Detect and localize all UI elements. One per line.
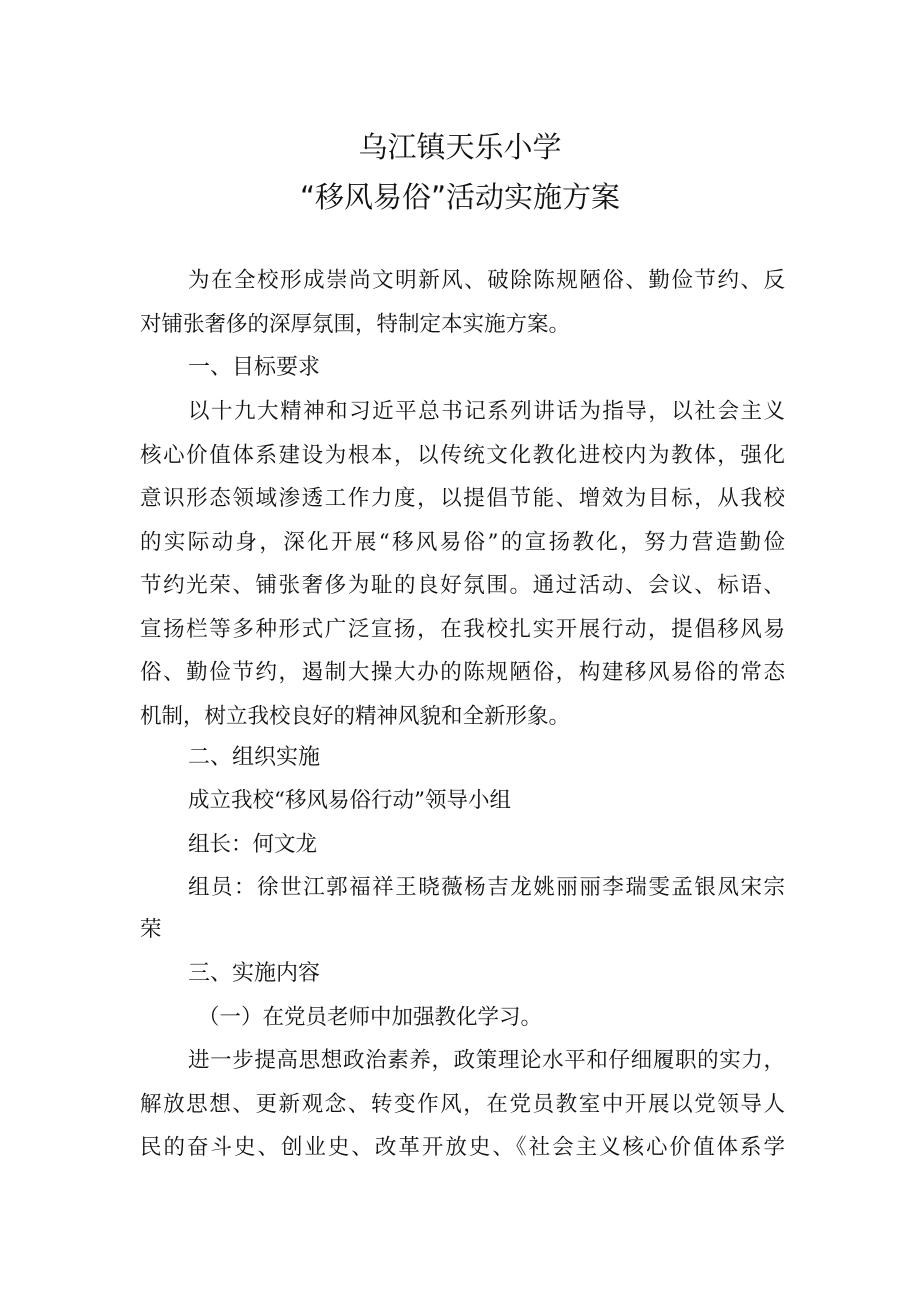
- section-heading-goals: 一、目标要求: [188, 355, 321, 380]
- leading-group-line: 成立我校“移风易俗行动”领导小组: [188, 788, 511, 813]
- goals-line-8: 机制，树立我校良好的精神风貌和全新形象。: [140, 704, 571, 729]
- goals-line-1: 以十九大精神和习近平总书记系列讲话为指导，以社会主义: [188, 399, 785, 424]
- goals-line-6: 宣扬栏等多种形式广泛宣扬，在我校扎实开展行动，提倡移风易: [140, 617, 785, 642]
- group-members-line-2: 荣: [140, 917, 162, 942]
- goals-line-4: 的实际动身，深化开展“移风易俗”的宣扬教化，努力营造勤俭: [140, 530, 785, 555]
- content-line-3: 民的奋斗史、创业史、改革开放史、《社会主义核心价值体系学: [140, 1135, 785, 1160]
- document-title-school: 乌江镇天乐小学: [358, 130, 562, 164]
- group-leader-line: 组长：何文龙: [188, 832, 318, 857]
- content-subheading-1: （一）在党员老师中加强教化学习。: [198, 1005, 543, 1030]
- goals-line-5: 节约光荣、铺张奢侈为耻的良好氛围。通过活动、会议、标语、: [140, 573, 785, 598]
- content-line-2: 解放思想、更新观念、转变作风，在党员教室中开展以党领导人: [140, 1092, 785, 1117]
- goals-line-2: 核心价值体系建设为根本，以传统文化教化进校内为教体，强化: [140, 443, 785, 468]
- section-heading-organization: 二、组织实施: [188, 745, 321, 770]
- goals-line-3: 意识形态领域渗透工作力度，以提倡节能、增效为目标，从我校: [140, 486, 785, 511]
- section-heading-content: 三、实施内容: [188, 961, 321, 986]
- intro-line-2: 对铺张奢侈的深厚氛围，特制定本实施方案。: [140, 312, 571, 337]
- goals-line-7: 俗、勤俭节约，遏制大操大办的陈规陋俗，构建移风易俗的常态: [140, 660, 785, 685]
- content-line-1: 进一步提高思想政治素养，政策理论水平和仔细履职的实力，: [188, 1048, 785, 1073]
- document-title-plan: “移风易俗”活动实施方案: [299, 180, 621, 214]
- intro-line-1: 为在全校形成崇尚文明新风、破除陈规陋俗、勤俭节约、反: [188, 268, 785, 293]
- group-members-line-1: 组员：徐世江郭福祥王晓薇杨吉龙姚丽丽李瑞雯孟银凤宋宗: [188, 875, 785, 900]
